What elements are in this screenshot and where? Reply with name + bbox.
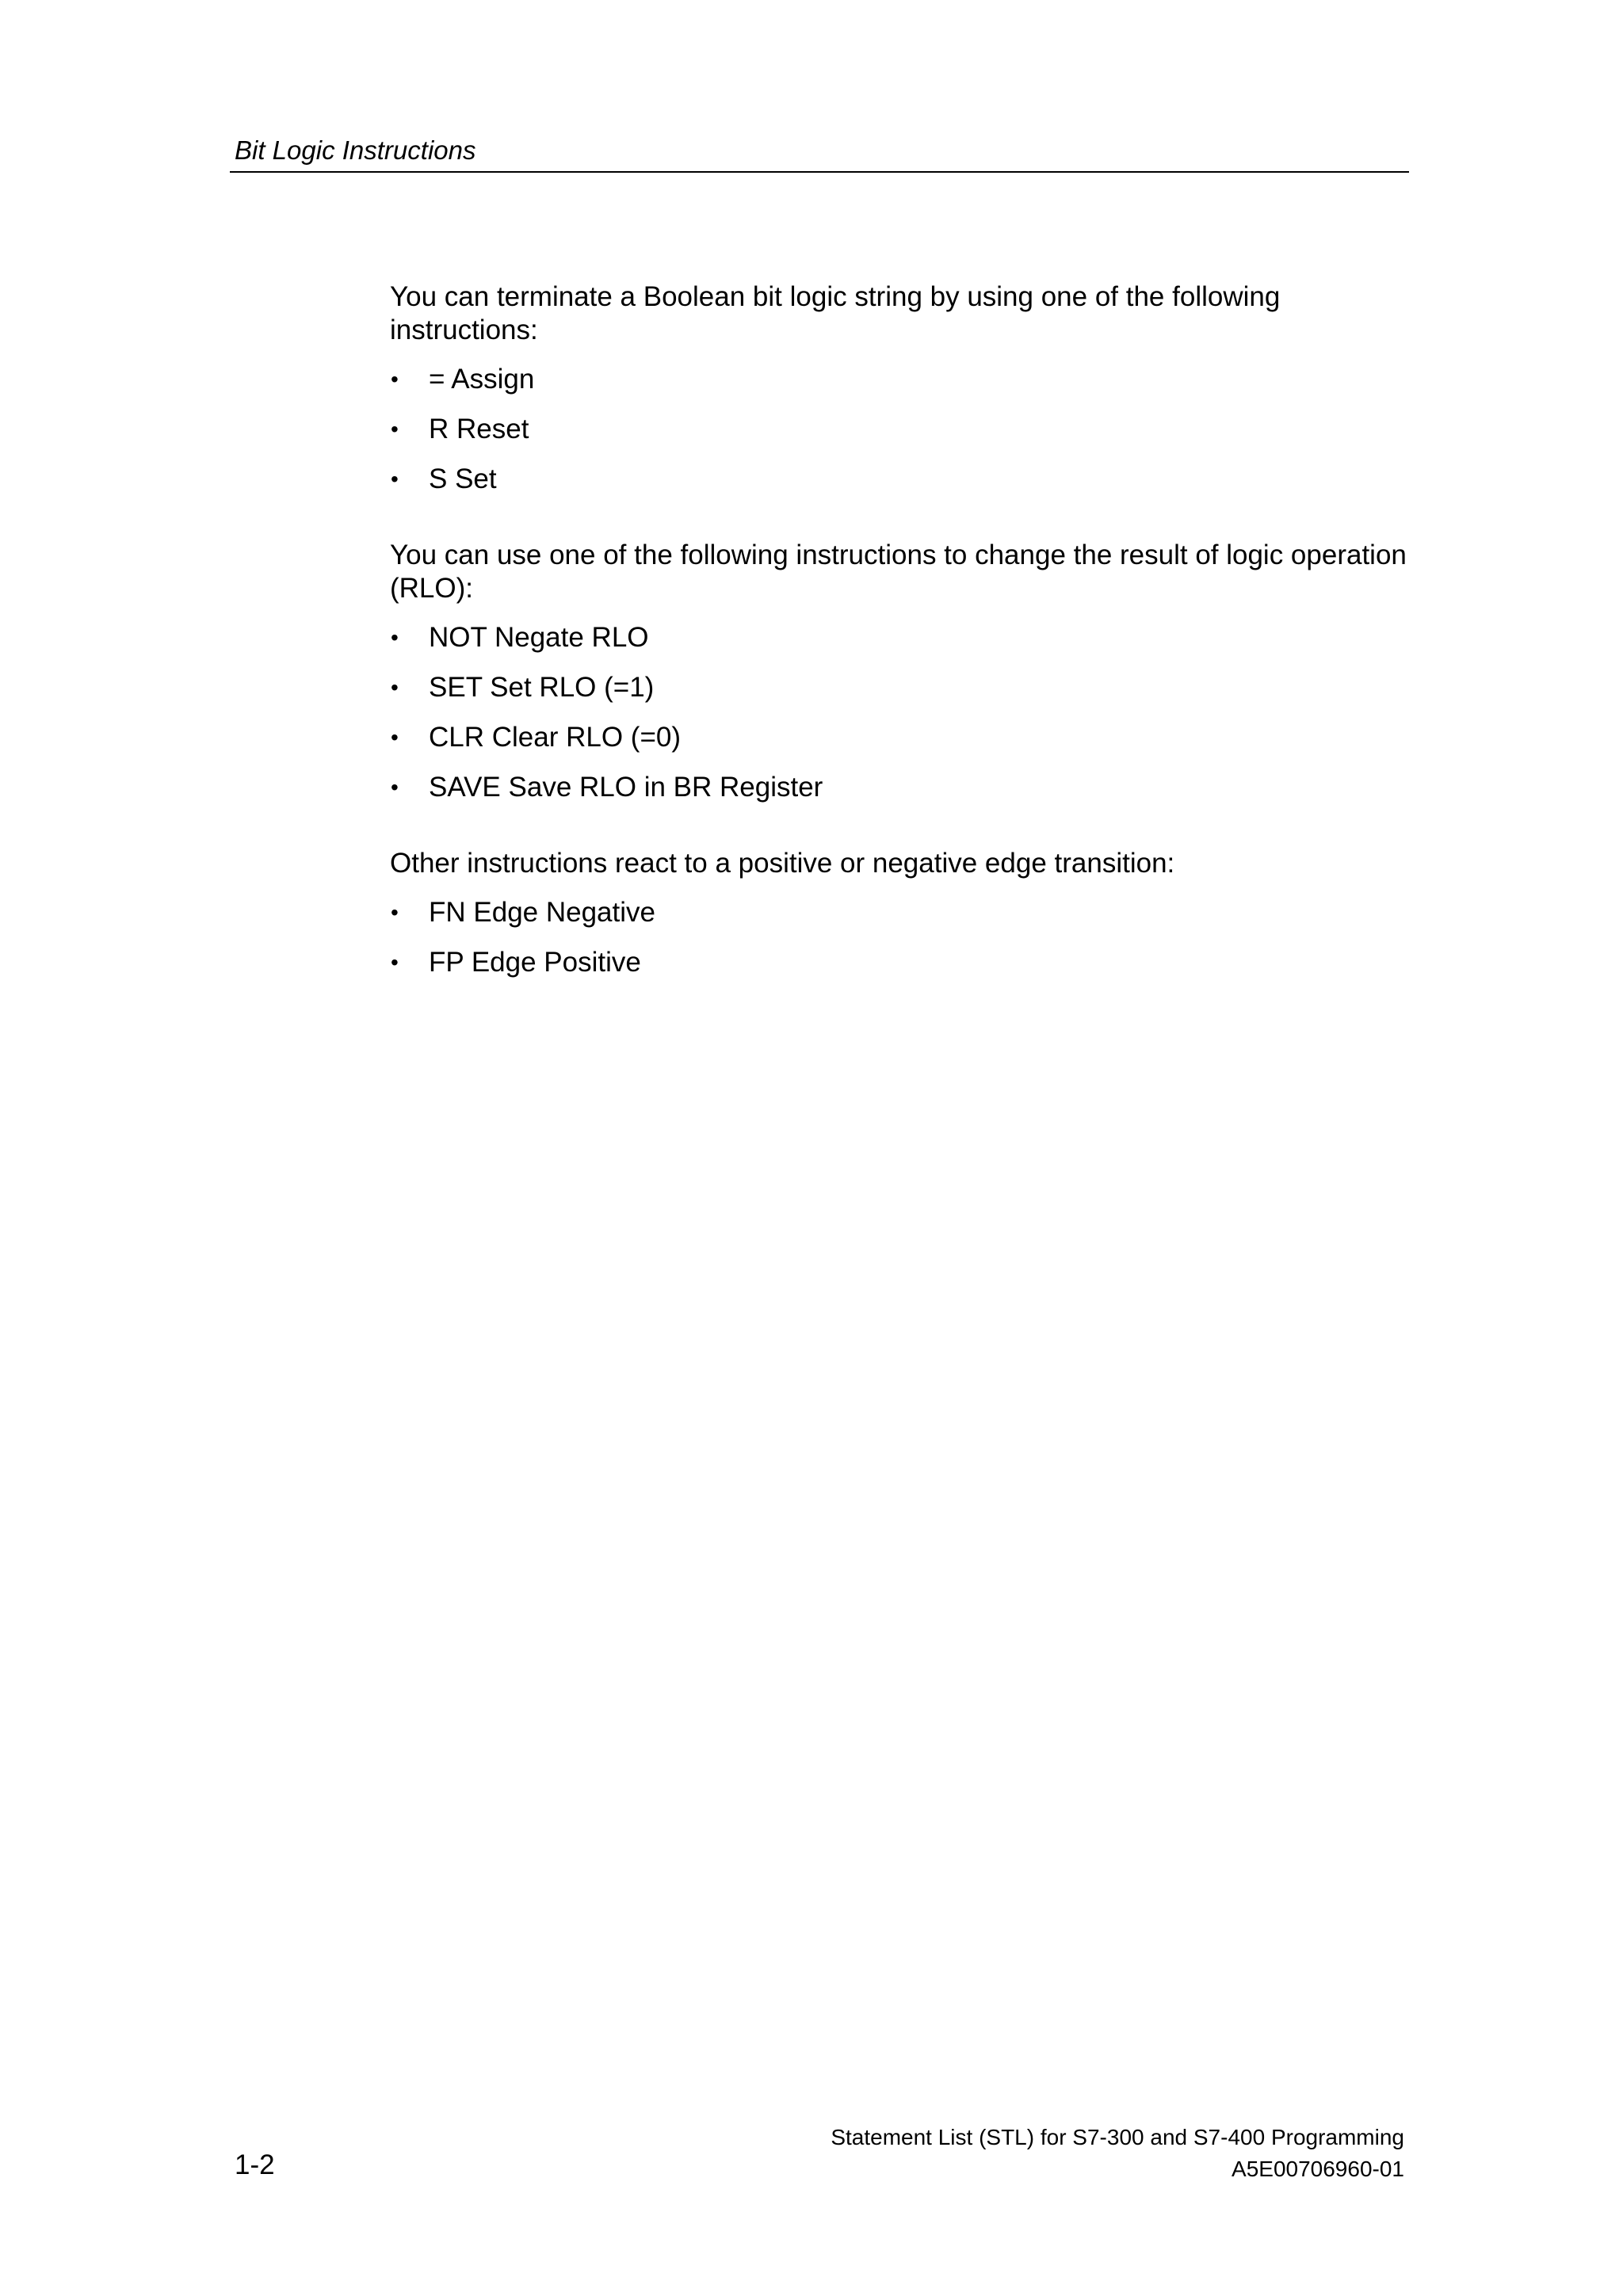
list-item-text: NOT Negate RLO xyxy=(429,622,649,653)
section-edge xyxy=(390,847,1412,979)
section-intro: Other instructions react to a positive or negative edge transition: xyxy=(390,848,1175,879)
bullet-icon: • xyxy=(391,950,399,974)
bullet-icon: • xyxy=(391,625,399,650)
bullet-icon: • xyxy=(391,367,399,391)
list-item xyxy=(390,771,1412,804)
list-item xyxy=(390,621,1412,654)
list-item-text: SAVE Save RLO in BR Register xyxy=(429,772,823,803)
bullet-icon: • xyxy=(391,417,399,441)
section-intro: You can terminate a Boolean bit logic string by using one of the following instructions: xyxy=(390,281,1281,345)
section-terminate xyxy=(390,280,1412,496)
list-item xyxy=(390,946,1412,979)
page-number: 1-2 xyxy=(235,2149,275,2180)
bullet-icon: • xyxy=(391,900,399,925)
header-title: Bit Logic Instructions xyxy=(235,135,476,165)
list-item xyxy=(390,413,1412,446)
list-item-text: S Set xyxy=(429,463,497,494)
page-header xyxy=(230,133,1409,173)
list-item-text: = Assign xyxy=(429,364,535,395)
list-item xyxy=(390,363,1412,396)
footer-doc-info xyxy=(831,2122,1404,2185)
list-item-text: SET Set RLO (=1) xyxy=(429,672,655,703)
instruction-list xyxy=(390,621,1412,804)
bullet-icon: • xyxy=(391,775,399,799)
page-content xyxy=(390,280,1412,1022)
list-item-text: CLR Clear RLO (=0) xyxy=(429,722,682,753)
bullet-icon: • xyxy=(391,467,399,491)
instruction-list xyxy=(390,363,1412,496)
list-item xyxy=(390,896,1412,929)
list-item xyxy=(390,671,1412,704)
bullet-icon: • xyxy=(391,725,399,749)
list-item xyxy=(390,721,1412,754)
section-rlo xyxy=(390,539,1412,804)
footer-doc-title: Statement List (STL) for S7-300 and S7-400 Programming xyxy=(831,2125,1404,2149)
footer-doc-number: A5E00706960-01 xyxy=(1232,2157,1404,2181)
instruction-list xyxy=(390,896,1412,979)
bullet-icon: • xyxy=(391,675,399,700)
list-item-text: FN Edge Negative xyxy=(429,897,655,928)
section-intro: You can use one of the following instructions to change the result of logic operation (RLO): xyxy=(390,540,1407,604)
list-item xyxy=(390,463,1412,496)
list-item-text: FP Edge Positive xyxy=(429,947,641,978)
list-item-text: R Reset xyxy=(429,414,529,444)
